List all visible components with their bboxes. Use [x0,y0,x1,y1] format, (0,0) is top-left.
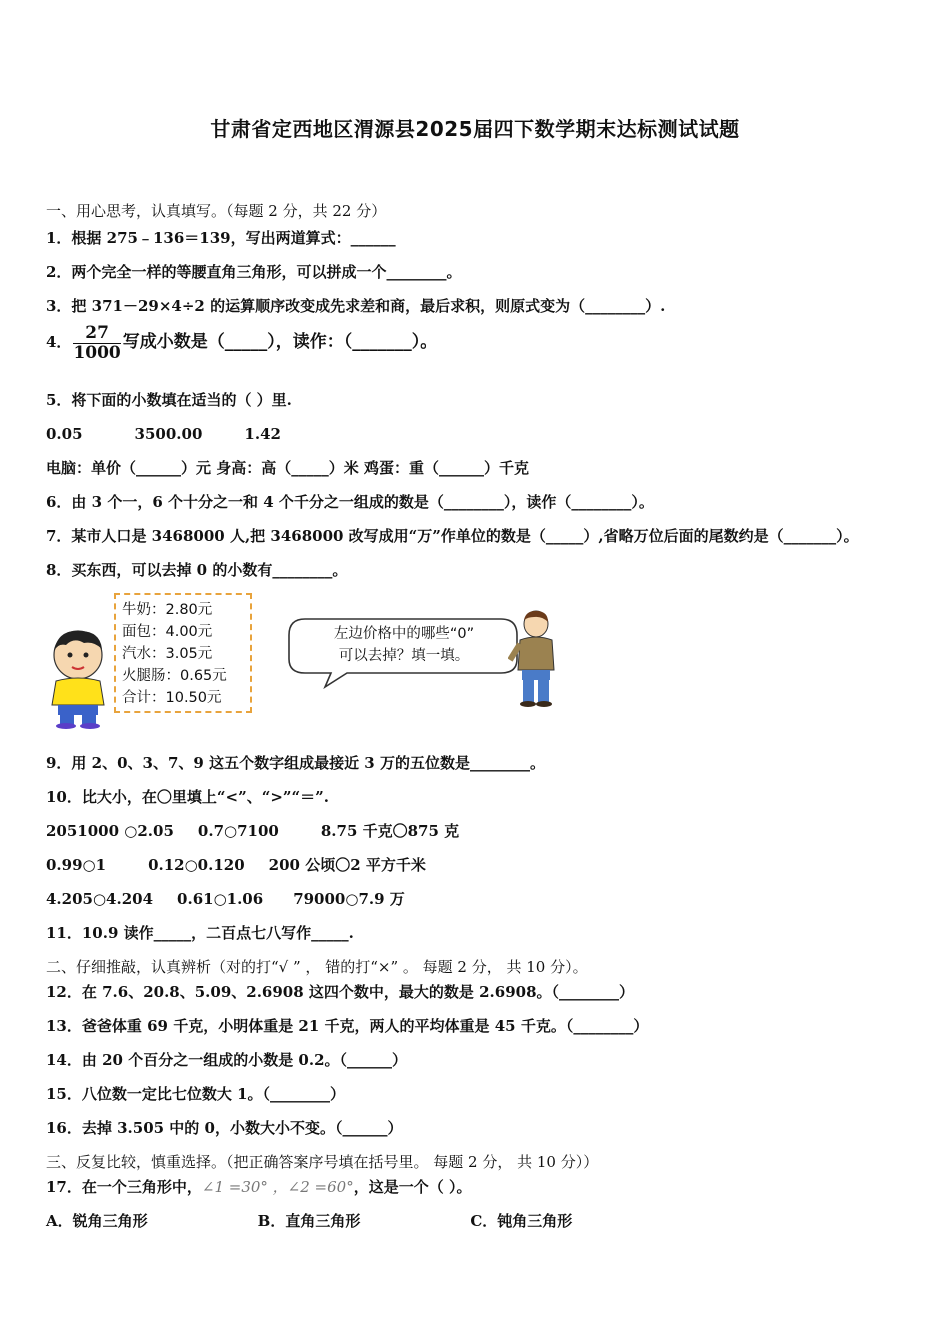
question-3: 3．把 371－29×4÷2 的运算顺序改变成先求差和商，最后求积，则原式变为（________）. [46,297,666,315]
compare-row [46,889,405,909]
compare-item: 0.7○7100 [197,822,279,840]
question-6: 6．由 3 个一，6 个十分之一和 4 个千分之一组成的数是（________），读作（________）。 [46,493,654,511]
page-title: 甘肃省定西地区渭源县2025届四下数学期末达标测试试题 [210,117,740,141]
boy-illustration [44,625,110,729]
question-12: 12．在 7.6、20.8、5.09、2.6908 这四个数中，最大的数是 2.6908。（________） [46,983,635,1001]
question-13: 13．爸爸体重 69 千克，小明体重是 21 千克，两人的平均体重是 45 千克。（________） [46,1017,649,1035]
fraction-denominator: 1000 [73,342,121,363]
speech-bubble-text [293,623,515,667]
question-5-items: 电脑：单价（______）元 身高：高（_____）米 鸡蛋：重（______）千克 [46,459,529,477]
question-8: 8．买东西，可以去掉 0 的小数有________。 [46,561,348,579]
number-item: 1.42 [244,425,281,443]
section-3-heading: 三、反复比较，慎重选择。（把正确答案序号填在括号里。 每题 2 分， 共 10 分）） [46,1153,599,1171]
question-17-suffix: ，这是一个（ ）。 [353,1178,472,1196]
bubble-line: 可以去掉？填一填。 [338,648,470,664]
number-item: 3500.00 [134,425,203,443]
compare-item: 200 公顷〇2 平方千米 [268,856,426,874]
price-item: 面包：4.00元 [122,624,213,640]
man-illustration [508,608,558,708]
compare-item: 0.99○1 [46,856,107,874]
compare-item: 8.75 千克〇875 克 [320,822,460,840]
question-7: 7．某市人口是 3468000 人,把 3468000 改写成用“万”作单位的数是（_____）,省略万位后面的尾数约是（_______）。 [46,527,859,545]
section-1-heading: 一、用心思考，认真填写。（每题 2 分，共 22 分） [46,202,387,220]
question-11: 11．10.9 读作_____，二百点七八写作_____. [46,924,354,942]
compare-item: 2051000 ○2.05 [46,822,174,840]
option-c: C．钝角三角形 [470,1212,573,1230]
compare-item: 0.61○1.06 [177,890,264,908]
question-4 [46,322,437,363]
bubble-line: 左边价格中的哪些“0” [333,626,475,642]
compare-row [46,855,426,875]
compare-item: 4.205○4.204 [46,890,154,908]
price-item: 汽水：3.05元 [122,646,213,662]
compare-item: 79000○7.9 万 [293,890,405,908]
compare-row [46,821,459,841]
price-list [114,593,252,713]
question-10: 10．比大小，在〇里填上“<”、“>”“＝”. [46,788,330,806]
question-2: 2．两个完全一样的等腰直角三角形，可以拼成一个________。 [46,263,462,281]
question-5-numbers [46,424,281,444]
number-item: 0.05 [46,425,83,443]
question-4-number: 4． [46,333,72,351]
question-17 [46,1177,471,1197]
price-item: 牛奶：2.80元 [122,602,213,618]
section-2-heading: 二、仔细推敲，认真辨析（对的打“√ ” ， 错的打“×” 。 每题 2 分， 共 10 分）。 [46,958,588,976]
question-5: 5．将下面的小数填在适当的（ ）里. [46,391,292,409]
question-4-text: 写成小数是（_____），读作：（_______）。 [122,332,438,352]
question-17-prefix: 17．在一个三角形中， [46,1178,202,1196]
question-9: 9．用 2、0、3、7、9 这五个数字组成最接近 3 万的五位数是________。 [46,754,545,772]
question-1: 1．根据 275﹣136＝139，写出两道算式：______ [46,229,396,247]
question-16: 16．去掉 3.505 中的 0，小数大小不变。（______） [46,1119,403,1137]
angle-values: ∠1 =30° ，∠2 =60° [201,1178,354,1196]
question-14: 14．由 20 个百分之一组成的小数是 0.2。（______） [46,1051,408,1069]
price-item: 火腿肠：0.65元 [122,668,227,684]
option-b: B．直角三角形 [257,1212,361,1230]
question-17-options [46,1211,572,1231]
price-total: 合计：10.50元 [122,690,222,706]
fraction [73,324,120,363]
fraction-numerator: 27 [73,324,120,344]
compare-item: 0.12○0.120 [148,856,245,874]
option-a: A．锐角三角形 [46,1212,148,1230]
question-15: 15．八位数一定比七位数大 1。（________） [46,1085,346,1103]
